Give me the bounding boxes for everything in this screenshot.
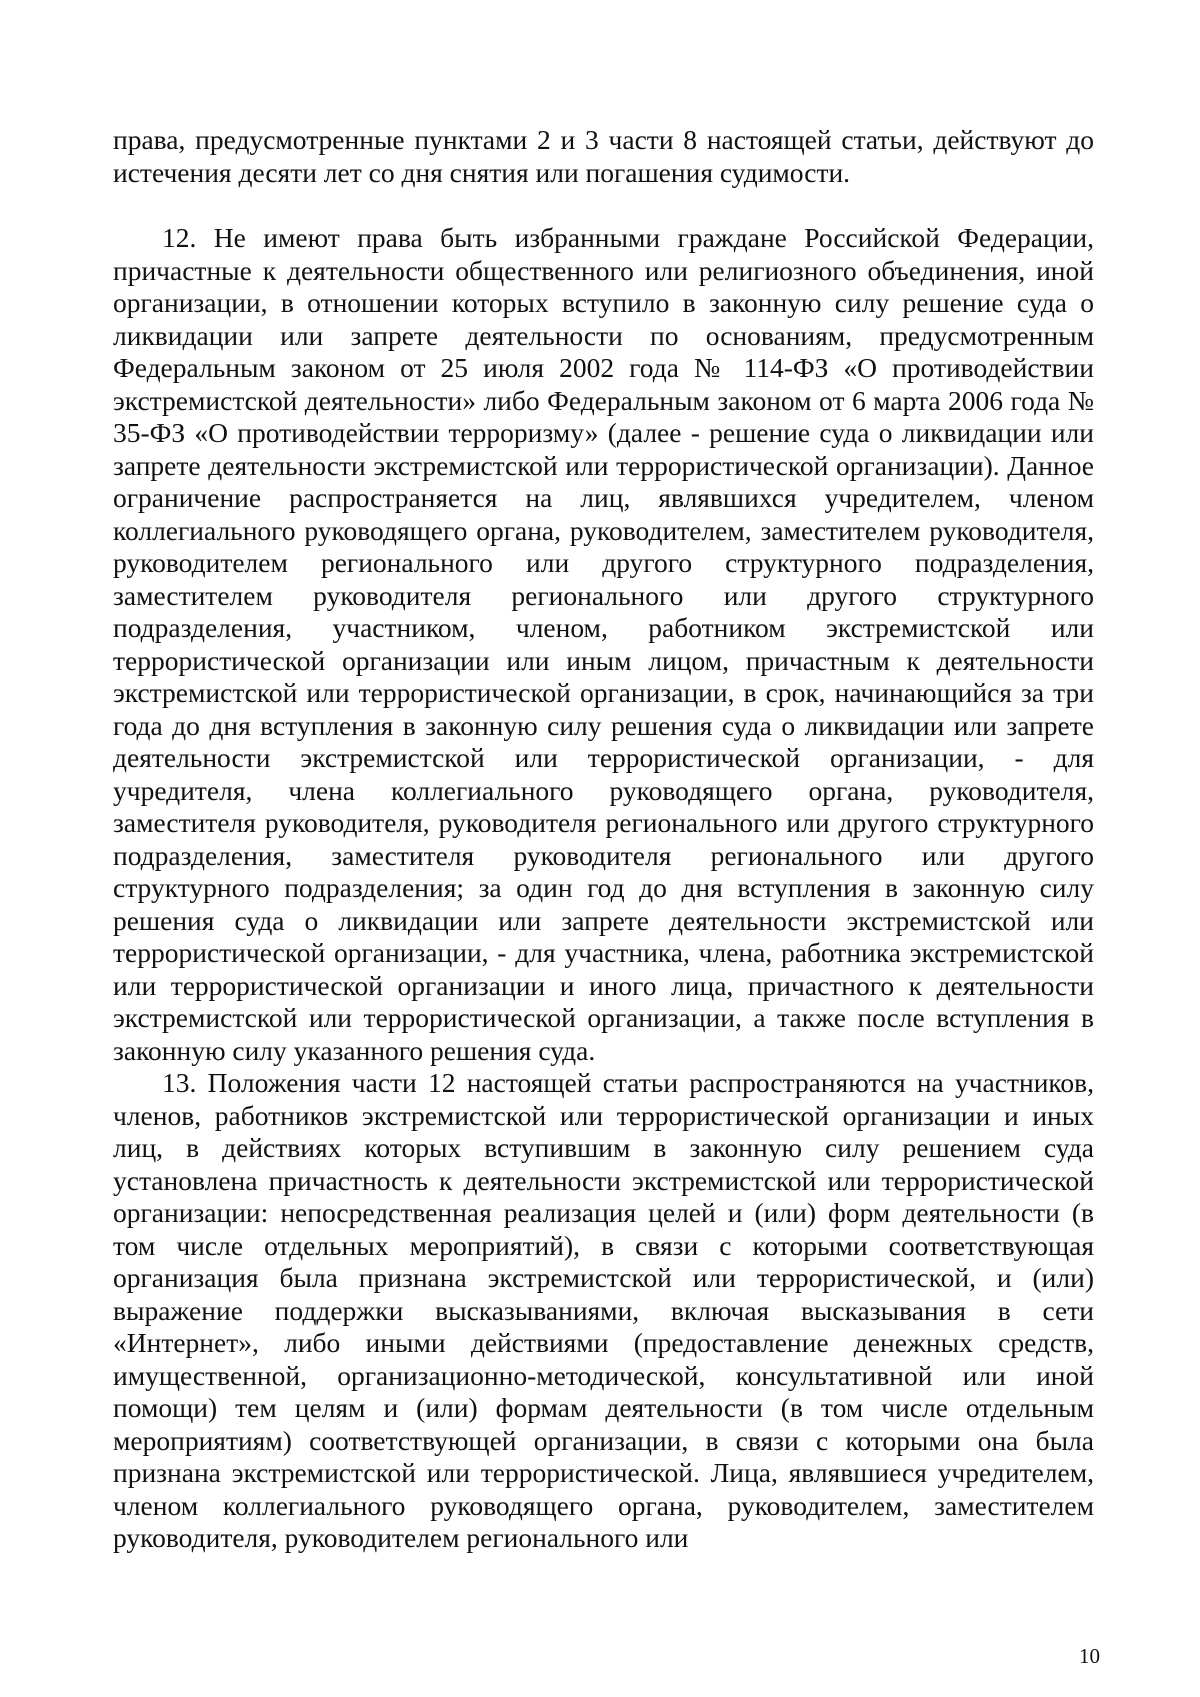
paragraph-item-12: 12. Не имеют права быть избранными граждане Российской Федерации, причастные к деятельности общественного или религиозного объединения, иной организации, в отношении которых вступило в законную силу решение суда о ликвидации или запрете деятельности по основаниям, предусмотренным Федеральным законом от 25 июля 2002 года № 114-ФЗ «О противодействии экстремистской деятельности» либо Федеральным законом от 6 марта 2006 года № 35-ФЗ «О противодействии терроризму» (далее - решение суда о ликвидации или запрете деятельности экстремистской или террористической организации). Данное ограничение распространяется на лиц, являвшихся учредителем, членом коллегиального руководящего органа, руководителем, заместителем руководителя, руководителем регионального или другого структурного подразделения, заместителем руководителя регионального или другого структурного подразделения, участником, членом, работником экстремистской или террористической организации или иным лицом, причастным к деятельности экстремистской или террористической организации, в срок, начинающийся за три года до дня вступления в законную силу решения суда о ликвидации или запрете деятельности экстремистской или террористической организации, - для учредителя, члена коллегиального руководящего органа, руководителя, заместителя руководителя, руководителя регионального или другого структурного подразделения, заместителя руководителя регионального или другого структурного подразделения; за один год до дня вступления в законную силу решения суда о ликвидации или запрете деятельности экстремистской или террористической организации, - для участника, члена, работника экстремистской или террористической организации и иного лица, причастного к деятельности экстремистской или террористической организации, а также после вступления в законную силу указанного решения суда. [113,222,1094,1066]
paragraph-item-13: 13. Положения части 12 настоящей статьи распространяются на участников, членов, работников экстремистской или террористической организации и иных лиц, в действиях которых вступившим в законную силу решением суда установлена причастность к деятельности экстремистской или террористической организации: непосредственная реализация целей и (или) форм деятельности (в том числе отдельных мероприятий), в связи с которыми соответствующая организация была признана экстремистской или террористической, и (или) выражение поддержки высказываниями, включая высказывания в сети «Интернет», либо иными действиями (предоставление денежных средств, имущественной, организационно-методической, консультативной или иной помощи) тем целям и (или) формам деятельности (в том числе отдельным мероприятиям) соответствующей организации, в связи с которыми она была признана экстремистской или террористической. Лица, являвшиеся учредителем, членом коллегиального руководящего органа, руководителем, заместителем руководителя, руководителем регионального или [113,1067,1094,1553]
text-block-main [113,222,1094,1555]
page-number: 10 [1079,1644,1100,1668]
text-block-top [113,124,1094,189]
paragraph-continuation: права, предусмотренные пунктами 2 и 3 части 8 настоящей статьи, действуют до истечения десяти лет со дня снятия или погашения судимости. [113,124,1094,188]
